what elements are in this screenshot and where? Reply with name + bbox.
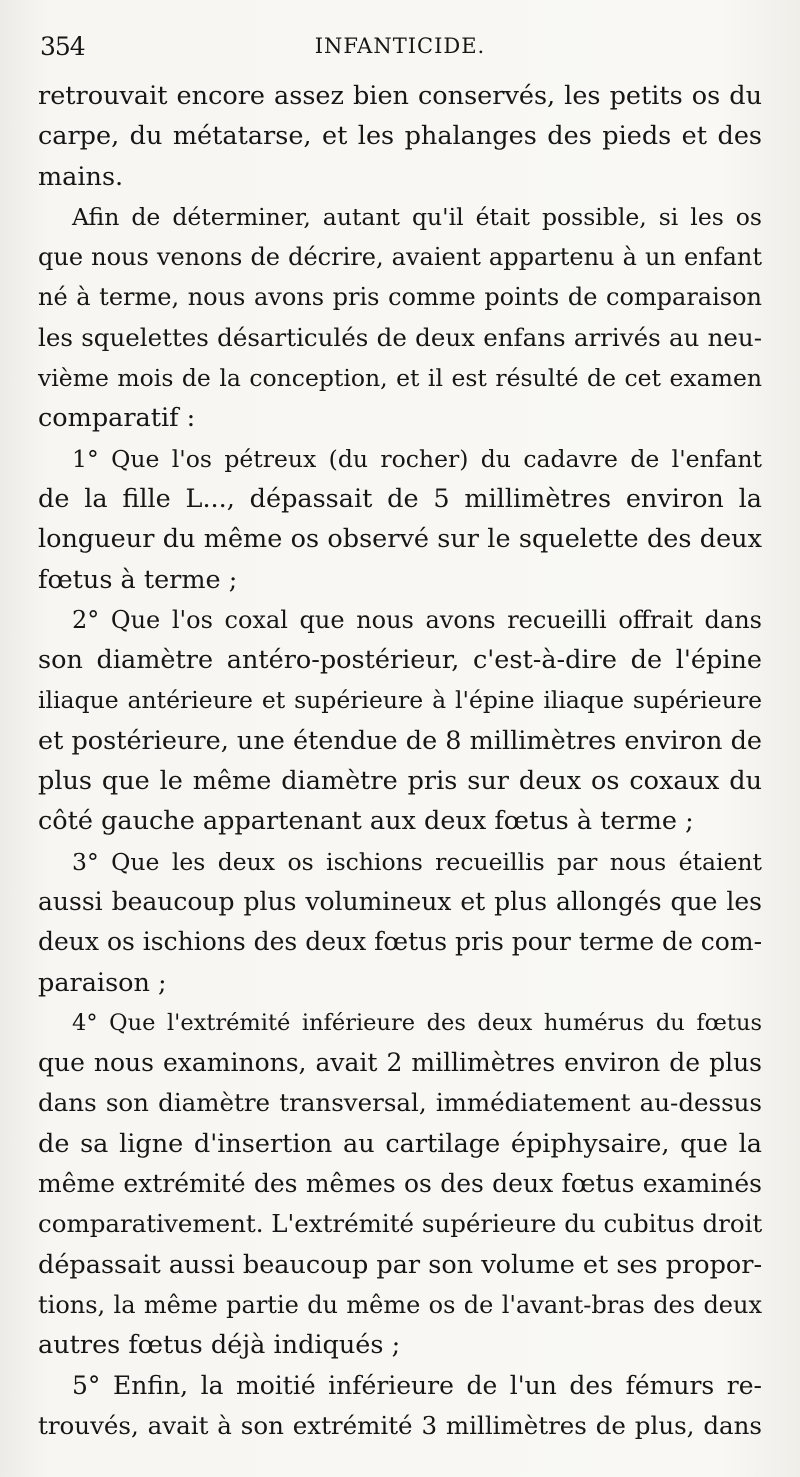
- text-line: comparatif :: [38, 403, 196, 434]
- text-line: son diamètre antéro-postérieur, c'est-à-dire de l'épine: [38, 645, 762, 676]
- text-line: de la fille L..., dépassait de 5 millimètres environ la: [38, 483, 762, 514]
- text-line: dans son diamètre transversal, immédiatement au-dessus: [38, 1088, 762, 1118]
- running-head: INFANTICIDE.: [314, 34, 486, 58]
- text-line: iliaque antérieure et supérieure à l'épine iliaque supérieure: [38, 686, 762, 715]
- text-line: dépassait aussi beaucoup par son volume et ses propor-: [38, 1249, 763, 1280]
- body-text: [38, 76, 762, 1446]
- text-line: retrouvait encore assez bien conservés, les petits os du: [38, 81, 762, 111]
- text-line: deux os ischions des deux fœtus pris pour terme de com-: [38, 927, 763, 957]
- text-line: 4° Que l'extrémité inférieure des deux humérus du fœtus: [72, 1009, 762, 1036]
- text-line: que nous examinons, avait 2 millimètres environ de plus: [38, 1048, 762, 1078]
- text-line: tions, la même partie du même os de l'avant-bras des deux: [38, 1290, 762, 1319]
- page-number: 354: [40, 32, 85, 61]
- text-line: trouvés, avait à son extrémité 3 millimètres de plus, dans: [38, 1410, 762, 1440]
- text-line: vième mois de la conception, et il est résulté de cet examen: [38, 364, 762, 393]
- text-line: mains.: [38, 161, 124, 192]
- text-line: comparativement. L'extrémité supérieure du cubitus droit: [38, 1209, 763, 1239]
- text-line: 5° Enfin, la moitié inférieure de l'un des fémurs re-: [72, 1370, 762, 1400]
- text-line: que nous venons de décrire, avaient appartenu à un enfant: [38, 243, 762, 272]
- text-line: Afin de déterminer, autant qu'il était possible, si les os: [72, 202, 762, 231]
- text-line: autres fœtus déjà indiqués ;: [38, 1330, 401, 1361]
- page-header: [40, 28, 760, 68]
- text-line: aussi beaucoup plus volumineux et plus allongés que les: [38, 886, 762, 916]
- text-line: les squelettes désarticulés de deux enfans arrivés au neu-: [38, 322, 762, 352]
- text-line: 3° Que les deux os ischions recueillis par nous étaient: [72, 847, 762, 876]
- text-line: fœtus à terme ;: [38, 564, 238, 595]
- text-line: de sa ligne d'insertion au cartilage épiphysaire, que la: [38, 1128, 762, 1159]
- text-line: né à terme, nous avons pris comme points de comparaison: [38, 283, 762, 312]
- text-line: longueur du même os observé sur le squelette des deux: [38, 524, 762, 555]
- text-line: côté gauche appartenant aux deux fœtus à terme ;: [38, 806, 694, 837]
- text-line: même extrémité des mêmes os des deux fœtus examinés: [38, 1169, 762, 1199]
- text-line: paraison ;: [38, 967, 167, 998]
- text-line: 1° Que l'os pétreux (du rocher) du cadavre de l'enfant: [72, 444, 762, 473]
- text-line: plus que le même diamètre pris sur deux os coxaux du: [38, 766, 762, 797]
- text-line: 2° Que l'os coxal que nous avons recueilli offrait dans: [72, 605, 762, 634]
- text-line: carpe, du métatarse, et les phalanges des pieds et des: [38, 121, 762, 152]
- text-line: et postérieure, une étendue de 8 millimètres environ de: [38, 725, 762, 756]
